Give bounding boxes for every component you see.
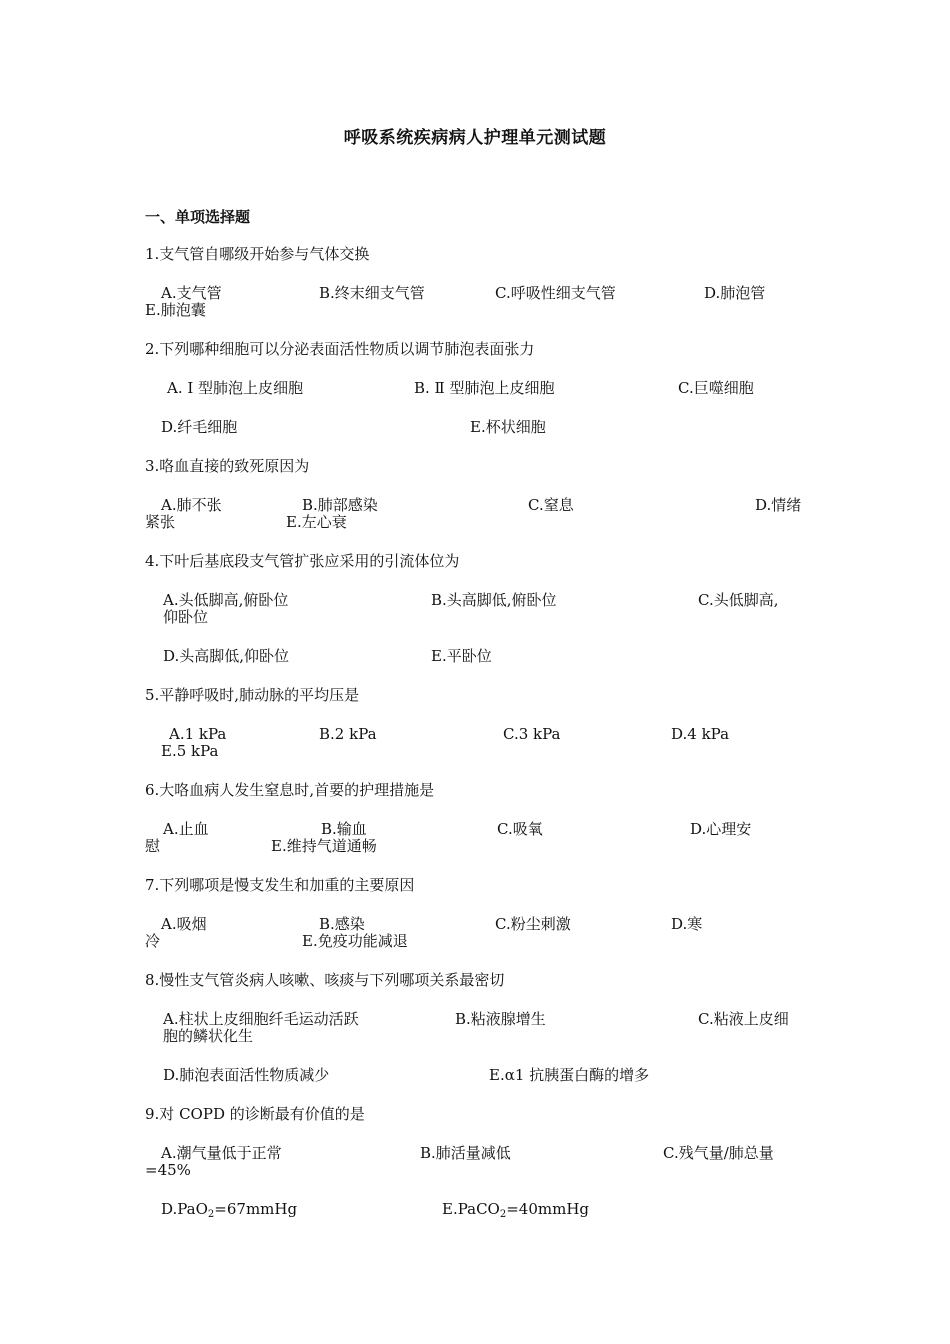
question-stem: 6.大咯血病人发生窒息时,首要的护理措施是 — [145, 781, 435, 799]
option-d-value: =67mmHg — [214, 1200, 298, 1218]
option-a: A.吸烟 — [161, 915, 207, 933]
question-stem: 7.下列哪项是慢支发生和加重的主要原因 — [145, 876, 415, 894]
option-d: D.纤毛细胞 — [161, 418, 238, 436]
question-stem: 8.慢性支气管炎病人咳嗽、咳痰与下列哪项关系最密切 — [145, 971, 505, 989]
subscript: 2 — [499, 1209, 507, 1220]
option-c-continued: 胞的鳞状化生 — [163, 1027, 254, 1045]
option-b: B.肺部感染 — [302, 496, 378, 514]
question-stem: 5.平静呼吸时,肺动脉的平均压是 — [145, 686, 360, 704]
document-title: 呼吸系统疾病病人护理单元测试题 — [343, 128, 607, 148]
option-e: E.平卧位 — [431, 647, 492, 665]
option-e — [442, 1201, 589, 1218]
option-d: D.肺泡管 — [704, 284, 766, 302]
option-e: E.维持气道通畅 — [271, 837, 377, 855]
option-b: B.头高脚低,俯卧位 — [431, 591, 557, 609]
option-d: D.情绪 — [755, 496, 802, 514]
question-stem: 2.下列哪种细胞可以分泌表面活性物质以调节肺泡表面张力 — [145, 340, 535, 358]
option-d: D.心理安 — [690, 820, 752, 838]
option-a: A.肺不张 — [161, 496, 222, 514]
option-a: A.柱状上皮细胞纤毛运动活跃 — [163, 1010, 359, 1028]
option-e: E.肺泡囊 — [145, 301, 206, 319]
option-a: A.止血 — [163, 820, 209, 838]
option-e: E.左心衰 — [286, 513, 347, 531]
question-stem: 4.下叶后基底段支气管扩张应采用的引流体位为 — [145, 552, 460, 570]
option-b: B.输血 — [321, 820, 367, 838]
option-d — [161, 1201, 297, 1218]
option-e: E.α1 抗胰蛋白酶的增多 — [489, 1066, 650, 1084]
option-d-continued: 冷 — [145, 932, 161, 950]
option-b: B.感染 — [319, 915, 365, 933]
option-c-continued: 仰卧位 — [163, 608, 209, 626]
option-c: C.残气量/肺总量 — [663, 1144, 774, 1162]
option-d: D.4 kPa — [671, 725, 730, 743]
option-c: C.头低脚高, — [698, 591, 779, 609]
subscript: 2 — [207, 1209, 215, 1220]
option-d: D.头高脚低,仰卧位 — [163, 647, 290, 665]
question-stem: 3.咯血直接的致死原因为 — [145, 457, 310, 475]
option-d: D.肺泡表面活性物质减少 — [163, 1066, 330, 1084]
option-e: E.杯状细胞 — [470, 418, 546, 436]
option-d-continued: 紧张 — [145, 513, 176, 531]
option-c: C.窒息 — [528, 496, 574, 514]
option-c: C.吸氧 — [497, 820, 543, 838]
option-b: B. Ⅱ 型肺泡上皮细胞 — [414, 379, 555, 397]
option-b: B.粘液腺增生 — [455, 1010, 546, 1028]
option-e-value: =40mmHg — [506, 1200, 590, 1218]
option-c: C.粉尘刺激 — [495, 915, 571, 933]
option-e: E.免疫功能减退 — [302, 932, 408, 950]
option-d-continued: 慰 — [145, 837, 161, 855]
option-e: E.5 kPa — [161, 742, 219, 760]
option-d: D.寒 — [671, 915, 703, 933]
section-heading: 一、单项选择题 — [145, 208, 251, 226]
option-a: A. Ⅰ 型肺泡上皮细胞 — [167, 379, 304, 397]
option-c: C.呼吸性细支气管 — [495, 284, 616, 302]
option-a: A.支气管 — [161, 284, 222, 302]
option-e-text: E.PaCO — [442, 1200, 500, 1218]
option-b: B.终末细支气管 — [319, 284, 425, 302]
question-stem: 1.支气管自哪级开始参与气体交换 — [145, 245, 370, 263]
option-a: A.潮气量低于正常 — [161, 1144, 282, 1162]
option-c: C.粘液上皮细 — [698, 1010, 789, 1028]
option-d-text: D.PaO — [161, 1200, 208, 1218]
option-a: A.头低脚高,俯卧位 — [163, 591, 289, 609]
option-c-continued: =45% — [145, 1161, 191, 1179]
option-c: C.巨噬细胞 — [678, 379, 754, 397]
question-stem: 9.对 COPD 的诊断最有价值的是 — [145, 1105, 365, 1123]
option-b: B.肺活量减低 — [420, 1144, 511, 1162]
option-a: A.1 kPa — [169, 725, 227, 743]
option-c: C.3 kPa — [503, 725, 561, 743]
option-b: B.2 kPa — [319, 725, 377, 743]
